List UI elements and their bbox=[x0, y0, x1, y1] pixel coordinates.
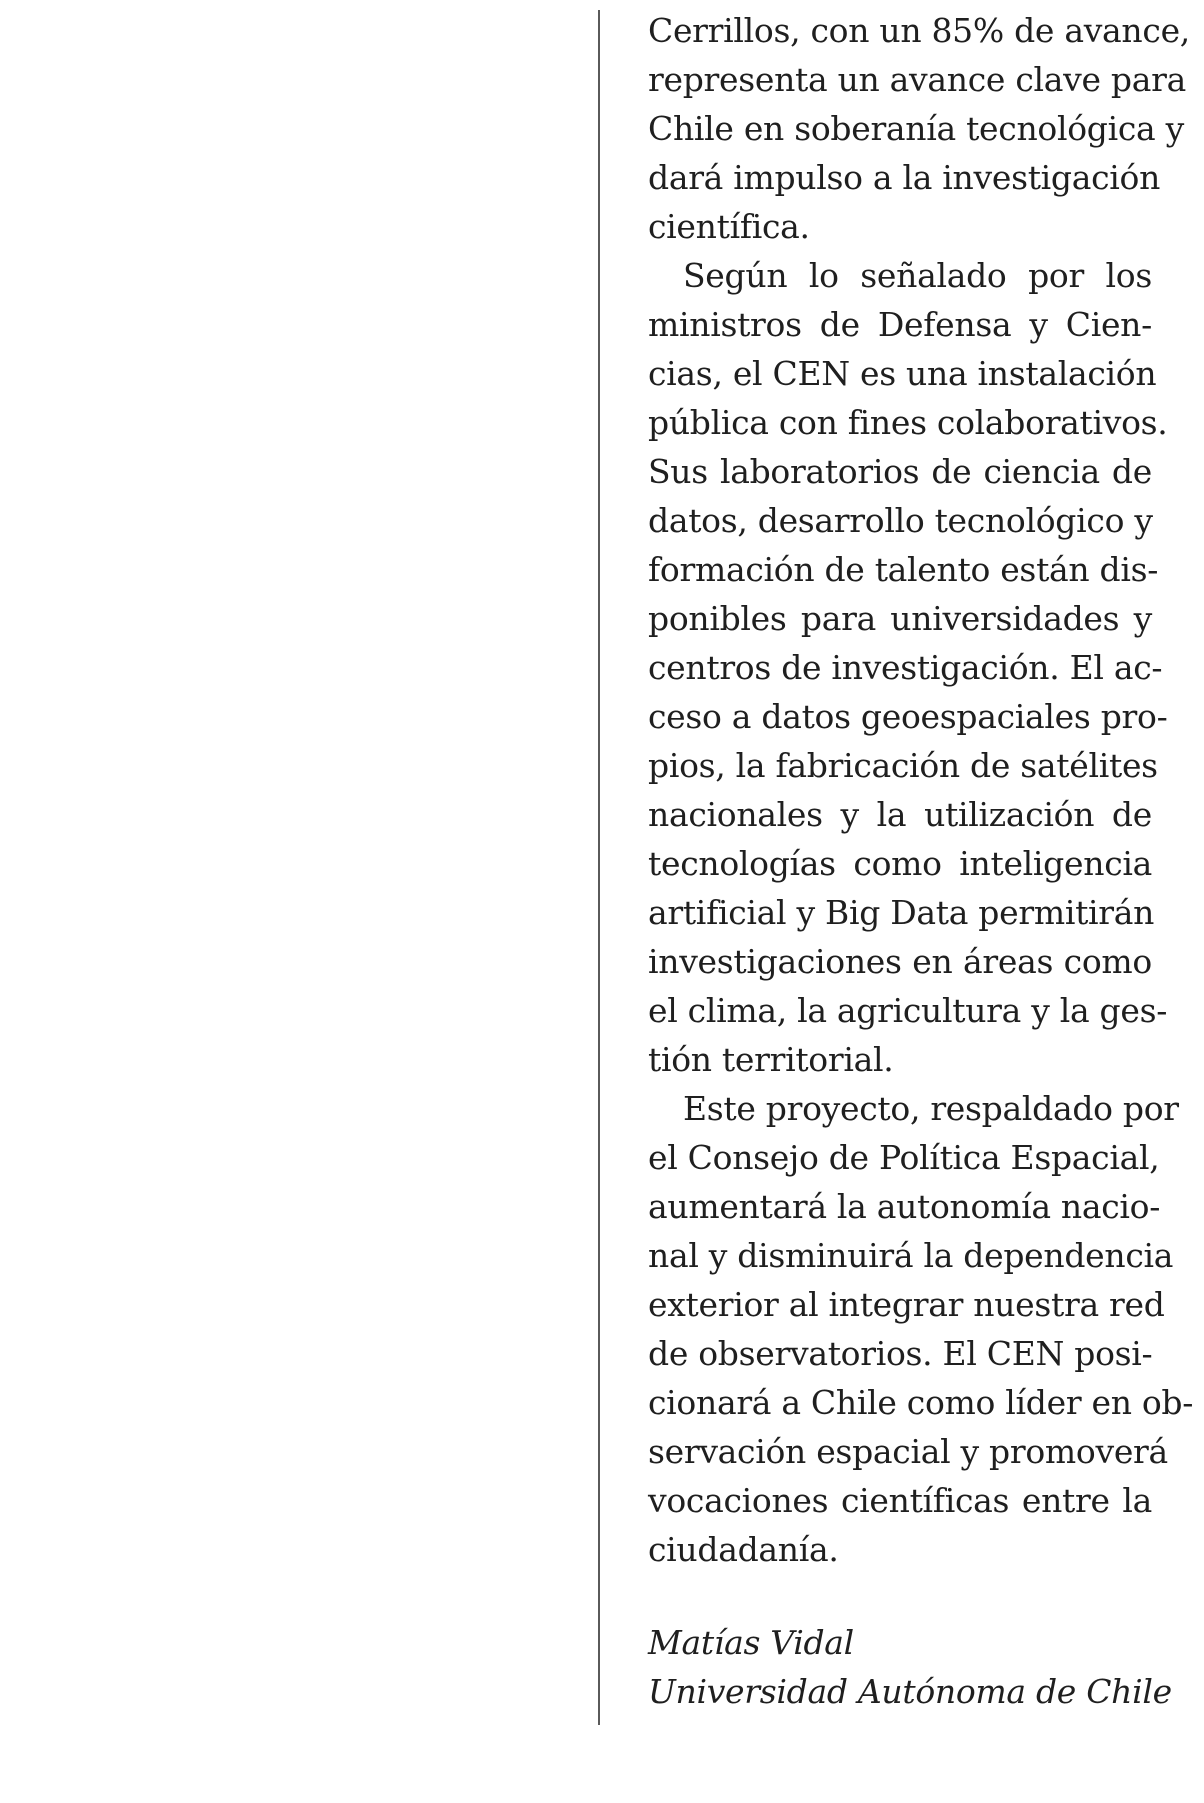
text-line: el clima, la agricultura y la ges- bbox=[648, 991, 1168, 1030]
text-line: aumentará la autonomía nacio- bbox=[648, 1187, 1161, 1226]
text-line: dará impulso a la investigación bbox=[648, 158, 1161, 197]
paragraph bbox=[648, 1084, 1194, 1574]
text-line: investigaciones en áreas como bbox=[648, 942, 1152, 981]
text-line: Sus laboratorios de ciencia de bbox=[648, 452, 1152, 491]
text-line: nacionales y la utilización de bbox=[648, 795, 1152, 834]
text-line: Chile en soberanía tecnológica y bbox=[648, 109, 1184, 148]
text-line: vocaciones científicas entre la bbox=[648, 1481, 1152, 1520]
text-line: cias, el CEN es una instalación bbox=[648, 354, 1157, 393]
text-line: ciudadanía. bbox=[648, 1530, 839, 1569]
text-line: formación de talento están dis- bbox=[648, 550, 1159, 589]
text-line: tecnologías como inteligencia bbox=[648, 844, 1152, 883]
signature-block bbox=[648, 1618, 1172, 1716]
paragraph bbox=[648, 251, 1168, 1084]
text-line: artificial y Big Data permitirán bbox=[648, 893, 1155, 932]
article-column bbox=[648, 6, 1194, 1716]
text-line: exterior al integrar nuestra red bbox=[648, 1285, 1165, 1324]
text-line: datos, desarrollo tecnológico y bbox=[648, 501, 1153, 540]
text-line: cionará a Chile como líder en ob- bbox=[648, 1383, 1194, 1422]
text-line: Según lo señalado por los bbox=[683, 256, 1152, 295]
article-body bbox=[648, 6, 1194, 1574]
text-line: ponibles para universidades y bbox=[648, 599, 1152, 638]
text-line: el Consejo de Política Espacial, bbox=[648, 1138, 1160, 1177]
author-affiliation: Universidad Autónoma de Chile bbox=[648, 1672, 1172, 1711]
text-line: científica. bbox=[648, 207, 810, 246]
text-line: de observatorios. El CEN posi- bbox=[648, 1334, 1153, 1373]
paragraph bbox=[648, 6, 1190, 251]
text-line: ministros de Defensa y Cien- bbox=[648, 305, 1152, 344]
text-line: Cerrillos, con un 85% de avance, bbox=[648, 11, 1190, 50]
author-name: Matías Vidal bbox=[648, 1623, 854, 1662]
text-line: representa un avance clave para bbox=[648, 60, 1186, 99]
column-divider bbox=[598, 10, 600, 1725]
text-line: Este proyecto, respaldado por bbox=[683, 1089, 1179, 1128]
text-line: tión territorial. bbox=[648, 1040, 894, 1079]
text-line: pública con fines colaborativos. bbox=[648, 403, 1168, 442]
text-line: pios, la fabricación de satélites bbox=[648, 746, 1158, 785]
text-line: servación espacial y promoverá bbox=[648, 1432, 1168, 1471]
text-line: nal y disminuirá la dependencia bbox=[648, 1236, 1174, 1275]
text-line: centros de investigación. El ac- bbox=[648, 648, 1163, 687]
text-line: ceso a datos geoespaciales pro- bbox=[648, 697, 1168, 736]
